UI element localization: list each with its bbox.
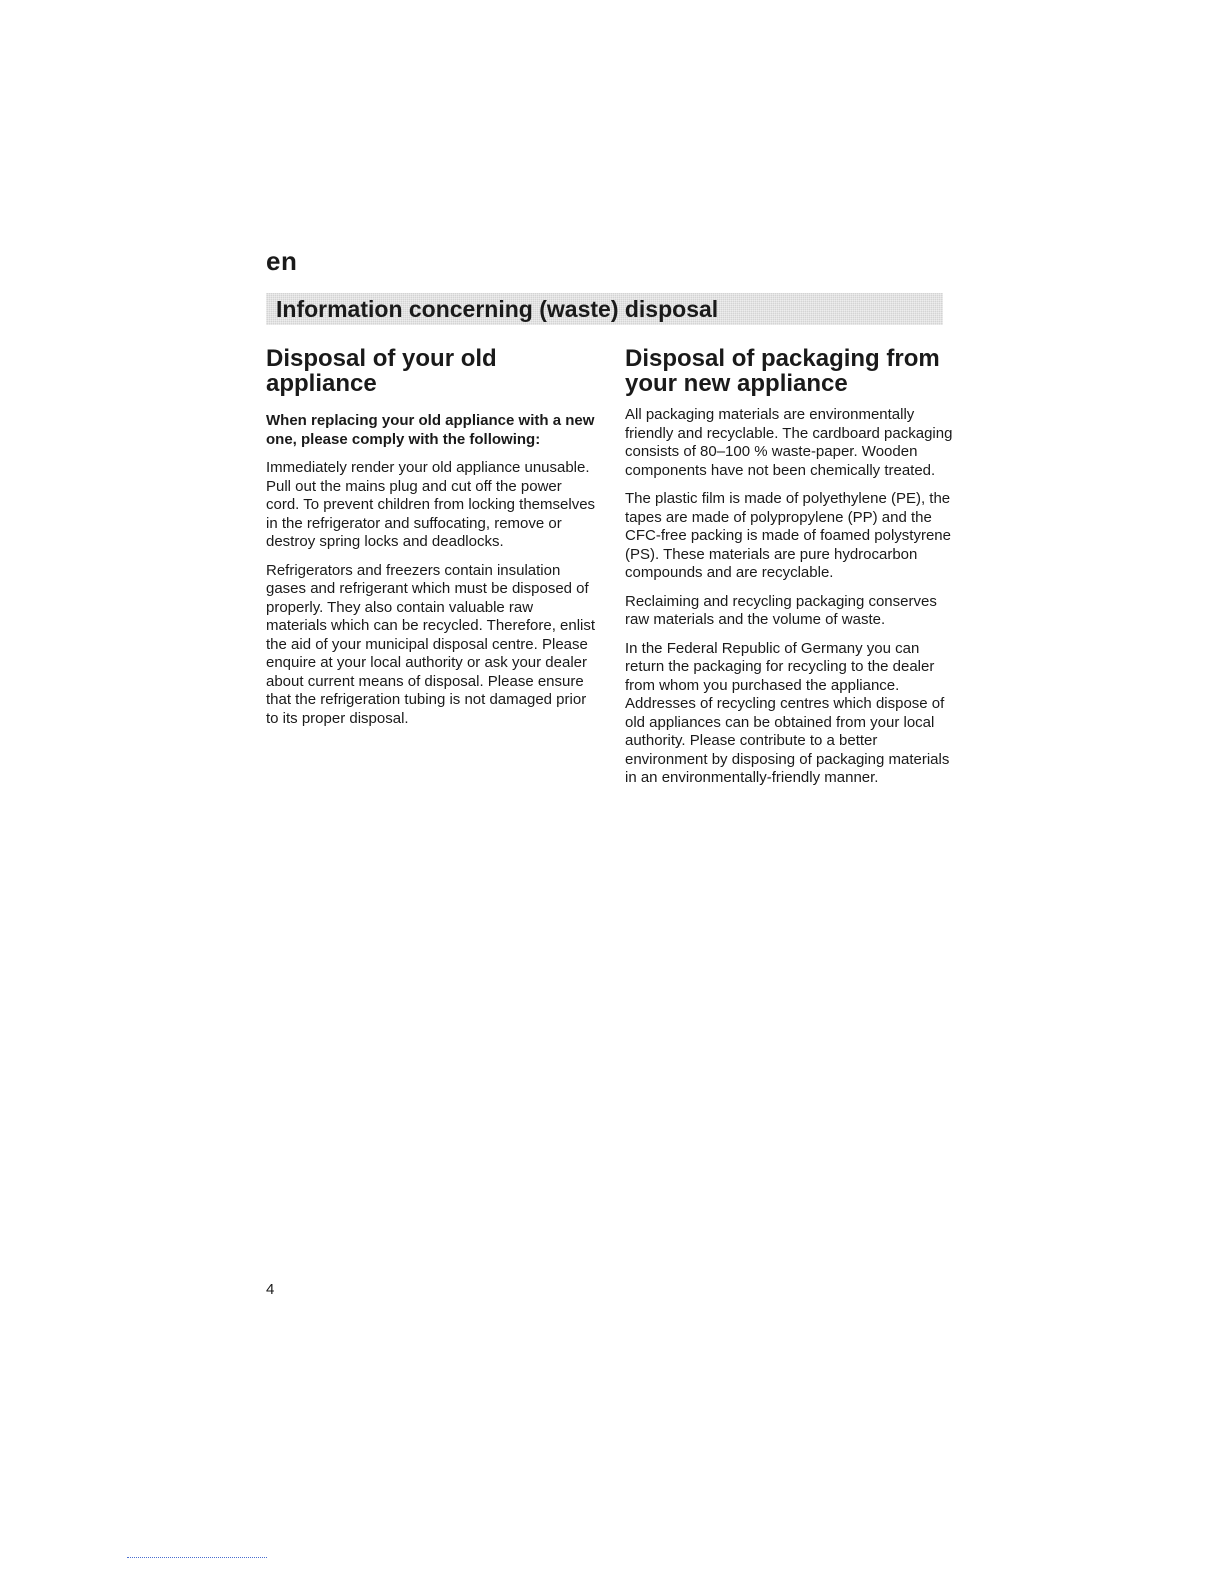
left-heading: Disposal of your old appliance (266, 345, 497, 397)
right-column (625, 346, 955, 798)
left-paragraph-2: Refrigerators and freezers contain insulation gases and refrigerant which must be disposed of properly. They also contain valuable raw materials which can be recycled. Therefore, enlist the aid of your municipal disposal centre. Please enquire at your local authority or ask your dealer about current means of disposal. Please ensure that the refrigeration tubing is not damaged prior to its proper disposal. (266, 561, 596, 727)
right-paragraph-1: All packaging materials are environmentally friendly and recyclable. The cardboard packaging consists of 80–100 % waste-paper. Wooden components have not been chemically treated. (625, 406, 953, 479)
banner-title: Information concerning (waste) disposal (276, 295, 719, 322)
right-paragraph-2: The plastic film is made of polyethylene (PE), the tapes are made of polypropylene (PP) and the CFC-free packing is made of foamed polystyrene (PS). These materials are pure hydrocarbon compounds and are recyclable. (625, 490, 951, 581)
left-column (266, 346, 596, 738)
section-banner (266, 293, 943, 325)
left-paragraph-1: Immediately render your old appliance unusable. Pull out the mains plug and cut off the power cord. To prevent children from locking themselves in the refrigerator and suffocating, remove or destroy spring locks and deadlocks. (266, 459, 596, 550)
right-paragraph-3: Reclaiming and recycling packaging conserves raw materials and the volume of waste. (625, 592, 937, 628)
right-heading: Disposal of packaging from your new appliance (625, 345, 940, 397)
right-paragraph-4: In the Federal Republic of Germany you can return the packaging for recycling to the dealer from whom you purchased the appliance. Addresses of recycling centres which dispose of old appliances can be obtained from your local authority. Please contribute to a better environment by disposing of packaging materials in an environmentally-friendly manner. (625, 639, 950, 786)
language-code: en (266, 246, 298, 276)
left-lead-text: When replacing your old appliance with a new one, please comply with the following: (266, 412, 595, 448)
page-number: 4 (266, 1281, 275, 1298)
footer-dotted-rule (127, 1557, 267, 1558)
